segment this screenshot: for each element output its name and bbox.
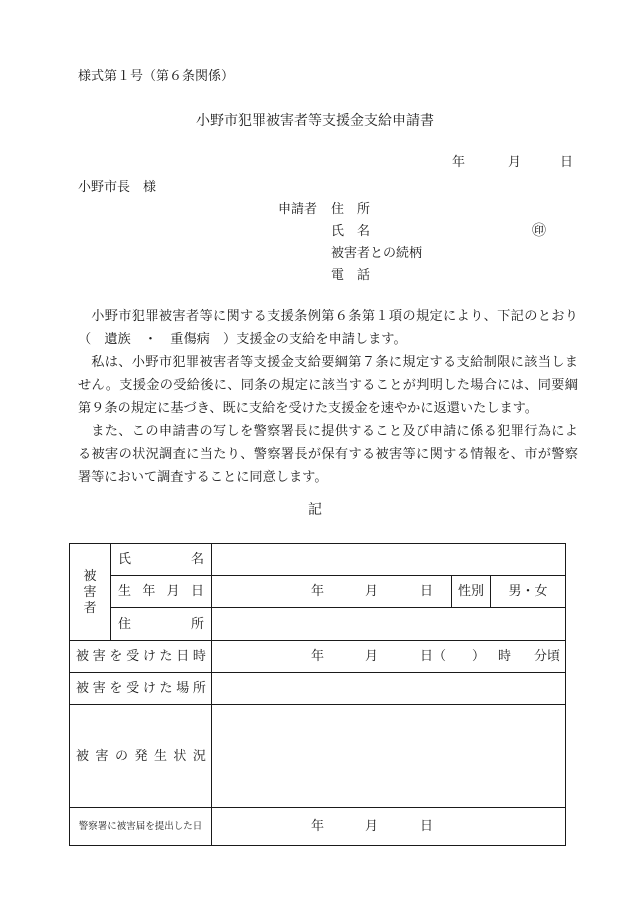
form-number: 様式第１号（第６条関係）	[78, 69, 235, 84]
label-char: 氏	[118, 552, 132, 567]
sex-label: 性別	[457, 584, 484, 599]
body-paragraph-2: 私は、小野市犯罪被害者等支援金支給要綱第７条に規定する支給制限に該当しません。支援金の受給後に、同条の規定に該当することが判明した場合には、同要綱第９条の規定に基づき、既に支給を受けた支援金を速やかに返還いたします。	[78, 355, 578, 416]
victim-name-label	[118, 544, 204, 575]
label-char: 害	[92, 649, 106, 664]
label-char: 所	[190, 616, 204, 632]
label-char: 被	[76, 649, 90, 664]
birth-day-unit: 日	[420, 584, 434, 599]
police-day-unit: 日	[420, 819, 434, 834]
label-char: 時	[192, 649, 206, 664]
birth-month-unit: 月	[365, 584, 379, 599]
date-day: 日	[560, 155, 574, 170]
page-title: 小野市犯罪被害者等支援金支給申請書	[196, 113, 434, 129]
body-paragraph-3: また、この申請書の写しを警察署長に提供すること及び申請に係る犯罪行為による被害の状況調査に当たり、警察署長が保有する被害等に関する情報を、市が警察署等において調査することに同意します。	[78, 424, 578, 485]
label-char: た	[159, 681, 173, 696]
victim-char: 者	[83, 600, 97, 616]
damage-hour-unit: 時	[498, 649, 512, 664]
sex-choice[interactable]: 男・女	[508, 584, 548, 599]
label-char: 被	[76, 681, 90, 696]
label-char: を	[109, 681, 123, 696]
body-paragraph-1: 小野市犯罪被害者等に関する支援条例第６条第１項の規定により、下記のとおり（ 遺族 ・ 重傷病 ）支援金の支給を申請します。	[78, 309, 578, 347]
victim-char: 害	[83, 584, 97, 600]
label-char: 日	[190, 584, 204, 599]
applicant-phone-label: 電 話	[331, 268, 371, 283]
applicant-address-label: 住 所	[331, 202, 371, 217]
label-char: た	[159, 649, 173, 664]
damage-situation-label	[76, 705, 206, 807]
victim-address-label	[118, 608, 204, 640]
damage-day-weekday: 日（ ）	[420, 649, 486, 664]
label-char: 受	[126, 681, 140, 696]
label-char: を	[109, 649, 123, 664]
damage-year-unit: 年	[311, 649, 325, 664]
police-month-unit: 月	[365, 819, 379, 834]
label-char: 発	[134, 748, 148, 764]
applicant-label: 申請者	[278, 202, 318, 217]
label-char: 状	[173, 748, 187, 764]
label-char: 被	[76, 748, 90, 764]
victim-char: 被	[83, 568, 97, 584]
label-char: 年	[142, 584, 156, 599]
label-char: 生	[153, 748, 167, 764]
date-month: 月	[508, 155, 522, 170]
label-char: 住	[118, 616, 132, 632]
applicant-relation-label: 被害者との続柄	[331, 246, 423, 261]
addressee: 小野市長 様	[78, 180, 157, 195]
birth-year-unit: 年	[311, 584, 325, 599]
ki-heading: 記	[308, 502, 322, 518]
damage-datetime-label	[76, 641, 206, 672]
label-char: 害	[92, 681, 106, 696]
label-char: け	[142, 649, 156, 664]
applicant-name-label: 氏 名	[331, 224, 371, 239]
victim-label	[70, 544, 110, 640]
police-year-unit: 年	[311, 819, 325, 834]
label-char: 場	[176, 681, 190, 696]
label-char: 害	[95, 748, 109, 764]
label-char: 日	[176, 649, 190, 664]
label-char: け	[142, 681, 156, 696]
label-char: 所	[192, 681, 206, 696]
birthdate-label	[118, 576, 204, 607]
damage-minute-unit: 分頃	[534, 649, 561, 664]
label-char: 名	[190, 552, 204, 567]
label-char: 月	[166, 584, 180, 599]
label-char: 生	[118, 584, 132, 599]
damage-month-unit: 月	[365, 649, 379, 664]
date-year: 年	[452, 155, 466, 170]
damage-place-label	[76, 673, 206, 704]
police-report-label: 警察署に被害届を提出した日	[78, 820, 203, 832]
seal-mark: ㊞	[532, 223, 546, 239]
label-char: 受	[126, 649, 140, 664]
label-char: の	[114, 748, 128, 764]
label-char: 況	[192, 748, 206, 764]
